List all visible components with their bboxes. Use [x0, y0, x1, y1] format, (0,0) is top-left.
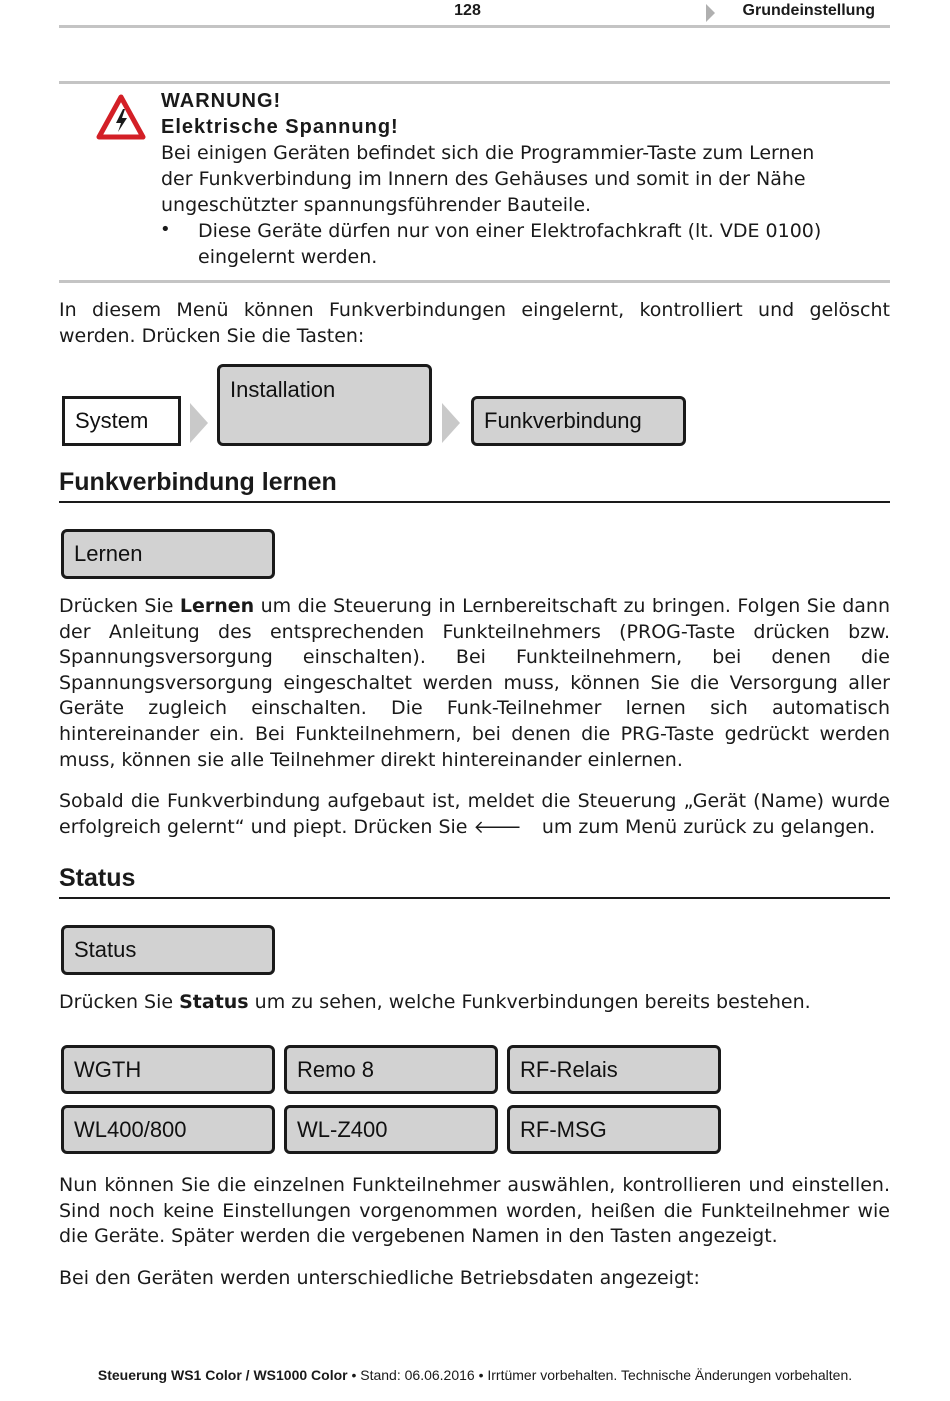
footer-text: • Stand: 06.06.2016 • Irrtümer vorbehalten. Technische Änderungen vorbehalten. [347, 1367, 853, 1383]
page-number: 128 [454, 2, 481, 19]
header-rule [59, 25, 890, 28]
text-span: Sobald die Funkverbindung aufgebaut ist, meldet die Steuerung „Gerät (Name) wurde erfolgreich gelernt“ und piept. Drücken Sie [59, 790, 890, 838]
heading-status: Status [59, 864, 136, 892]
warning-bullet-line: eingelernt werden. [198, 246, 378, 268]
text-span: um zu sehen, welche Funkverbindungen bereits bestehen. [248, 991, 811, 1013]
warning-bottom-rule [59, 280, 890, 283]
device-button-rf-msg[interactable]: RF-MSG [507, 1105, 721, 1154]
text-span: Drücken Sie [59, 595, 180, 617]
device-button-wl-z400[interactable]: WL-Z400 [284, 1105, 498, 1154]
intro-paragraph: In diesem Menü können Funkverbindungen eingelernt, kontrolliert und gelöscht werden. Drücken Sie die Tasten: [59, 299, 890, 347]
text-span: um zum Menü zurück zu gelangen. [535, 815, 876, 838]
header-arrow-icon [706, 4, 715, 22]
status-paragraph [59, 990, 890, 1016]
bullet-point: • [160, 219, 171, 240]
footer-product: Steuerung WS1 Color / WS1000 Color [97, 1367, 348, 1383]
warning-top-rule [59, 81, 890, 84]
device-button-wl400-800[interactable]: WL400/800 [61, 1105, 275, 1154]
bold-term: Status [179, 991, 249, 1013]
warning-line: Bei einigen Geräten befindet sich die Programmier-Taste zum Lernen [161, 142, 815, 164]
section-title: Grundeinstellung [742, 2, 875, 19]
installation-button[interactable]: Installation [217, 364, 432, 446]
system-button[interactable]: System [62, 396, 181, 446]
lernen-paragraph-2 [59, 789, 890, 840]
bold-term: Lernen [179, 595, 255, 617]
warning-line: ungeschützter spannungsführender Bauteile. [161, 194, 592, 216]
high-voltage-warning-icon [96, 94, 146, 140]
lernen-paragraph [59, 594, 890, 773]
path-arrow-icon [190, 403, 208, 443]
status-button[interactable]: Status [61, 925, 275, 975]
path-arrow-icon [442, 403, 460, 443]
back-arrow-icon: 🡐 [473, 816, 522, 838]
warning-bullet-line: Diese Geräte dürfen nur von einer Elektrofachkraft (lt. VDE 0100) [198, 220, 822, 242]
text-span: um die Steuerung in Lernbereitschaft zu bringen. Folgen Sie dann der Anleitung des entsprechenden Funkteilnehmers (PROG-Taste drücken bzw. Spannungsversorgung einschalten). Bei Funkteilnehmern, bei denen die Spannungsversorgung eingeschaltet werden muss, können Sie die Versorgung aller Geräte zugleich einschalten. Die Funk-Teilnehmer lernen sich automatisch hintereinander ein. Bei Funkteilnehmern, bei denen die PRG-Taste gedrückt werden muss, können sie alle Teilnehmer direkt hintereinander einlernen. [59, 595, 890, 771]
heading-rule [59, 897, 890, 899]
warning-line: der Funkverbindung im Innern des Gehäuses und somit in der Nähe [161, 168, 806, 190]
device-button-remo8[interactable]: Remo 8 [284, 1045, 498, 1094]
status-paragraph-3: Bei den Geräten werden unterschiedliche Betriebsdaten angezeigt: [59, 1267, 700, 1289]
device-button-rf-relais[interactable]: RF-Relais [507, 1045, 721, 1094]
heading-funkverbindung-lernen: Funkverbindung lernen [59, 468, 337, 496]
warning-bullet-text [198, 218, 878, 270]
device-button-wgth[interactable]: WGTH [61, 1045, 275, 1094]
footer [0, 1367, 950, 1383]
warning-title: WARNUNG! [161, 90, 282, 112]
warning-block [161, 88, 814, 218]
lernen-button[interactable]: Lernen [61, 529, 275, 579]
warning-subtitle: Elektrische Spannung! [161, 116, 399, 138]
text-span: Drücken Sie [59, 991, 180, 1013]
heading-rule [59, 501, 890, 503]
status-paragraph-2: Nun können Sie die einzelnen Funkteilnehmer auswählen, kontrollieren und einstellen. Sind noch keine Einstellungen vorgenommen worden, heißen die Funkteilnehmer wie die Geräte. Später werden die vergebenen Namen in den Tasten angezeigt. [59, 1174, 890, 1248]
funkverbindung-button[interactable]: Funkverbindung [471, 396, 686, 446]
